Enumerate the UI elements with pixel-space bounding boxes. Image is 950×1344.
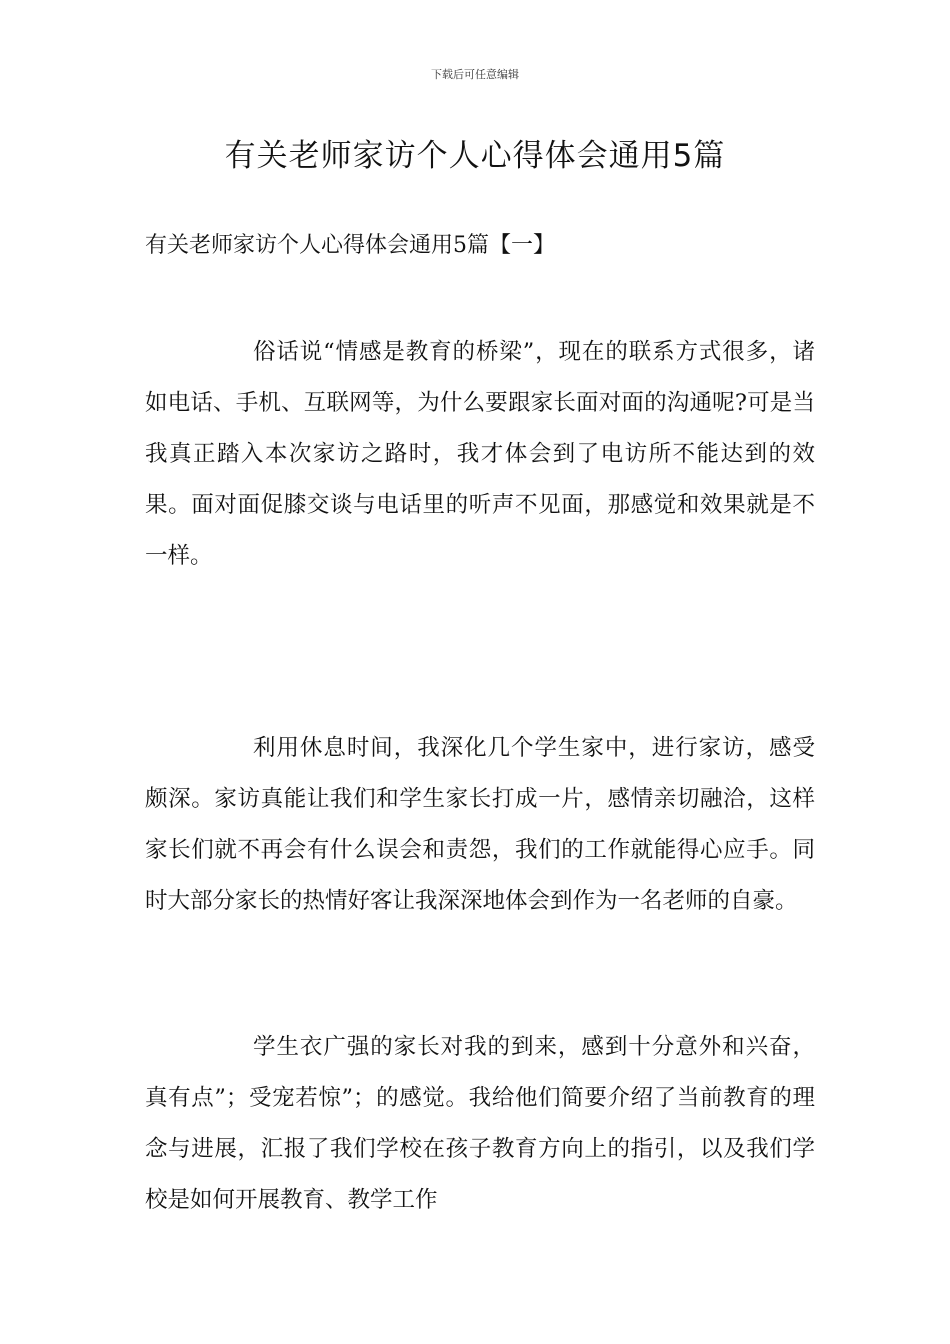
body-paragraph-1: 俗话说“情感是教育的桥梁”，现在的联系方式很多，诸如电话、手机、互联网等，为什么要跟家长面对面的沟通呢?可是当我真正踏入本次家访之路时，我才体会到了电访所不能达到的效果。面对面促膝交谈与电话里的听声不见面，那感觉和效果就是不一样。 (145, 339, 815, 569)
document-title: 有关老师家访个人心得体会通用5篇 (224, 138, 726, 174)
section-heading: 有关老师家访个人心得体会通用5篇【一】 (145, 233, 555, 258)
header-note: 下载后可任意编辑 (431, 68, 519, 81)
body-paragraph-2: 利用休息时间，我深化几个学生家中，进行家访，感受颇深。家访真能让我们和学生家长打成一片，感情亲切融洽，这样家长们就不再会有什么误会和责怨，我们的工作就能得心应手。同时大部分家长的热情好客让我深深地体会到作为一名老师的自豪。 (145, 735, 815, 914)
body-paragraph-3: 学生衣广强的家长对我的到来，感到十分意外和兴奋，真有点”；受宠若惊”；的感觉。我给他们简要介绍了当前教育的理念与进展，汇报了我们学校在孩子教育方向上的指引，以及我们学校是如何开展教育、教学工作 (145, 1034, 815, 1213)
